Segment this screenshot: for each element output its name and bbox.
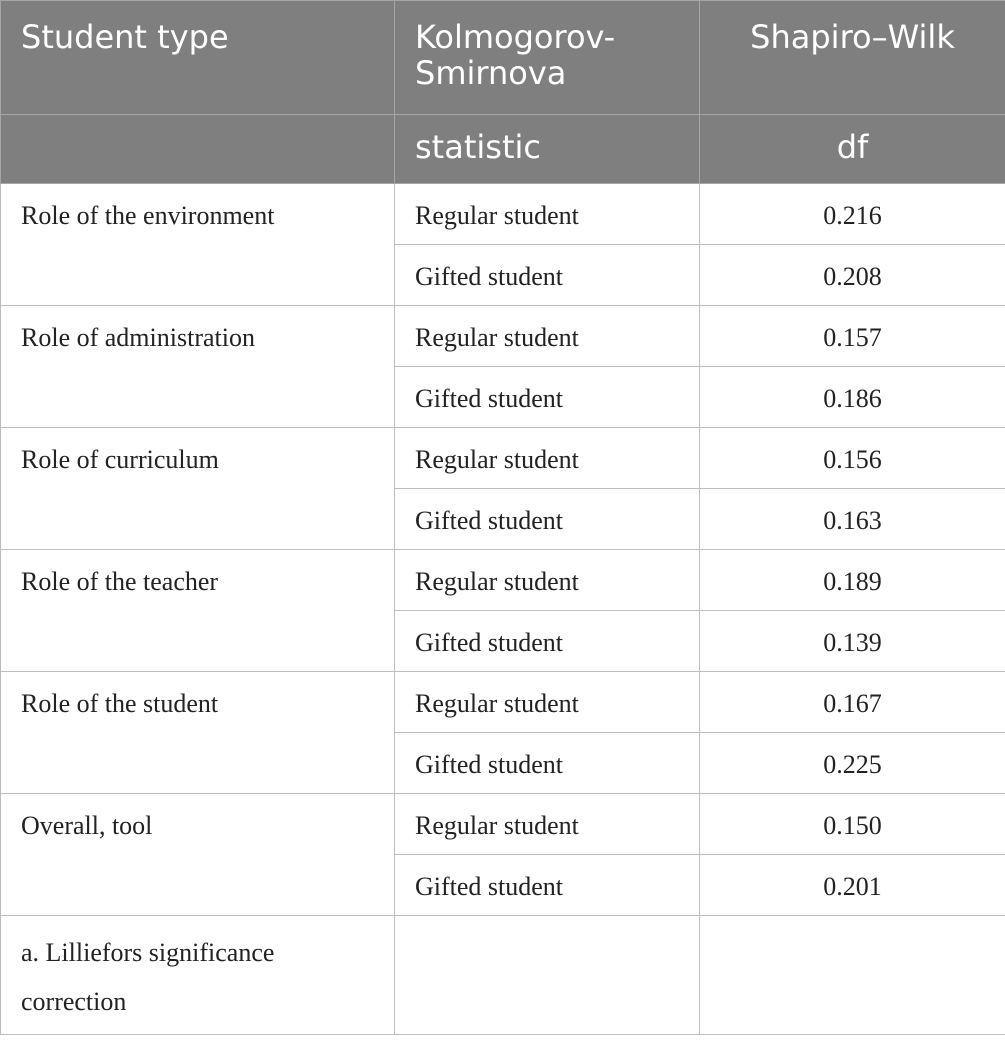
student-type-cell: Gifted student: [395, 733, 700, 794]
student-type-cell: Regular student: [395, 184, 700, 245]
group-label: Role of the student: [1, 672, 395, 794]
value-cell: 0.189: [700, 550, 1005, 611]
student-type-cell: Regular student: [395, 306, 700, 367]
value-cell: 0.150: [700, 794, 1005, 855]
student-type-cell: Gifted student: [395, 611, 700, 672]
student-type-cell: Regular student: [395, 550, 700, 611]
student-type-cell: Regular student: [395, 428, 700, 489]
table-row: [1, 184, 1005, 245]
table-row: [1, 794, 1005, 855]
footnote-text: a. Lilliefors significance correction: [1, 916, 395, 1035]
table-row: [1, 428, 1005, 489]
student-type-cell: Regular student: [395, 794, 700, 855]
table-body: [1, 184, 1005, 1035]
empty-cell: [700, 916, 1005, 1035]
header-row-2: [1, 115, 1005, 184]
student-type-cell: Gifted student: [395, 245, 700, 306]
table-row: [1, 672, 1005, 733]
header-empty-cell: [1, 115, 395, 184]
group-label: Role of curriculum: [1, 428, 395, 550]
group-label: Role of administration: [1, 306, 395, 428]
student-type-cell: Regular student: [395, 672, 700, 733]
header-shapiro-wilk: Shapiro–Wilk: [700, 1, 1005, 115]
header-student-type: Student type: [1, 1, 395, 115]
table-header: [1, 1, 1005, 184]
group-label: Role of the teacher: [1, 550, 395, 672]
table-row: [1, 306, 1005, 367]
value-cell: 0.201: [700, 855, 1005, 916]
value-cell: 0.157: [700, 306, 1005, 367]
value-cell: 0.163: [700, 489, 1005, 550]
value-cell: 0.216: [700, 184, 1005, 245]
header-df: df: [700, 115, 1005, 184]
value-cell: 0.139: [700, 611, 1005, 672]
table-row: [1, 550, 1005, 611]
group-label: Overall, tool: [1, 794, 395, 916]
student-type-cell: Gifted student: [395, 855, 700, 916]
header-row-1: [1, 1, 1005, 115]
header-statistic: statistic: [395, 115, 700, 184]
empty-cell: [395, 916, 700, 1035]
header-kolmogorov-smirnova: Kolmogorov-Smirnova: [395, 1, 700, 115]
student-type-cell: Gifted student: [395, 367, 700, 428]
footnote-row: [1, 916, 1005, 1035]
value-cell: 0.156: [700, 428, 1005, 489]
group-label: Role of the environment: [1, 184, 395, 306]
value-cell: 0.225: [700, 733, 1005, 794]
value-cell: 0.186: [700, 367, 1005, 428]
value-cell: 0.167: [700, 672, 1005, 733]
student-type-cell: Gifted student: [395, 489, 700, 550]
value-cell: 0.208: [700, 245, 1005, 306]
